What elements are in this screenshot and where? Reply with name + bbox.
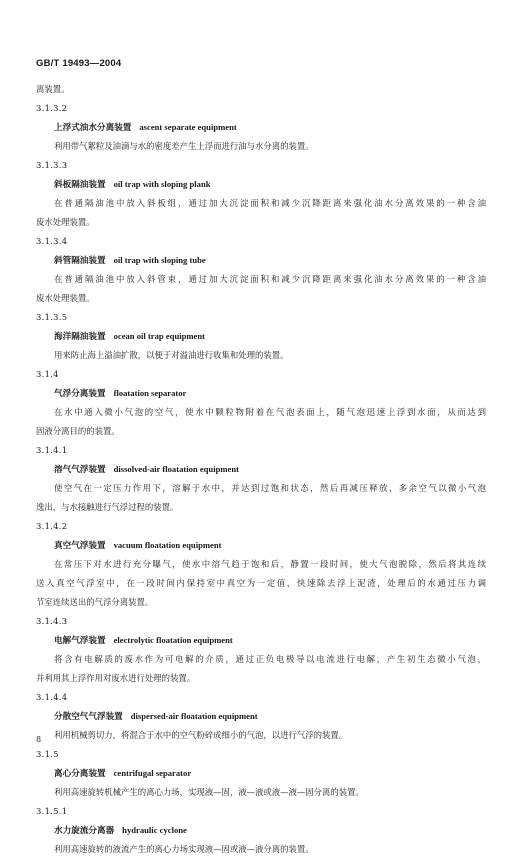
term-entry [36, 118, 486, 137]
standard-code-header: GB/T 19493—2004 [36, 58, 122, 69]
clause-number: 3.1.4.4 [36, 692, 68, 702]
definition-line: 利用带气絮粒及油滴与水的密度差产生上浮而进行油与水分离的装置。 [54, 141, 314, 151]
clause-number: 3.1.3.4 [36, 236, 68, 246]
clause-number: 3.1.3.5 [36, 312, 68, 322]
definition-line: 并利用其上浮作用对废水进行处理的装置。 [36, 673, 196, 683]
term-entry [36, 536, 486, 555]
term-english: ocean oil trap equipment [113, 331, 206, 341]
definition-line: 利用高速旋转机械产生的离心力场，实现液—固，液—液或液—液—固分离的装置。 [54, 787, 364, 797]
definition-line: 送入真空气浮室中，在一段时间内保持室中真空为一定值，快速除去浮上泥渣，处理后的水通过压力调 [36, 578, 486, 588]
term-entry [36, 384, 486, 403]
definition-line: 离装置。 [36, 84, 70, 94]
term-english: oil trap with sloping tube [113, 255, 206, 265]
term-english: centrifugal separator [113, 768, 192, 778]
clause-number: 3.1.4.1 [36, 445, 68, 455]
definition-line: 利用高速旋转的液流产生的离心力场实现液—固或液—液分离的装置。 [54, 844, 314, 854]
clause-number: 3.1.3.2 [36, 103, 68, 113]
term-chinese: 上浮式油水分离装置 [54, 123, 132, 133]
term-entry [36, 460, 486, 479]
term-english: hydraulic cyclone [122, 825, 187, 835]
definition-line: 将含有电解质的废水作为可电解的介质，通过正负电极导以电流进行电解，产生初生态微小气泡， [54, 654, 486, 664]
clause-number: 3.1.5 [36, 749, 59, 759]
term-english: dissolved-air floatation equipment [113, 464, 239, 474]
clause-number: 3.1.4.3 [36, 616, 68, 626]
term-english: dispersed-air floatation equipment [130, 711, 258, 721]
definition-line: 使空气在一定压力作用下，溶解于水中，并达到过饱和状态，然后再减压释放，多余空气以微小气泡 [54, 483, 486, 493]
definition-line: 用来防止海上溢油扩散，以便于对溢油进行收集和处理的装置。 [54, 350, 289, 360]
term-chinese: 溶气气浮装置 [54, 465, 106, 475]
term-english: vacuum floatation equipment [113, 540, 222, 550]
definition-line: 节室连续送出的气浮分离装置。 [36, 597, 154, 607]
clause-number: 3.1.4 [36, 369, 59, 379]
term-chinese: 水力旋流分离器 [54, 826, 115, 836]
term-english: floatation separator [113, 388, 187, 398]
definition-line: 废水处理装置。 [36, 293, 95, 303]
clause-number: 3.1.4.2 [36, 521, 68, 531]
term-entry [36, 175, 486, 194]
term-chinese: 分散空气气浮装置 [54, 712, 123, 722]
clause-number: 3.1.3.3 [36, 160, 68, 170]
term-chinese: 离心分离装置 [54, 769, 106, 779]
term-entry [36, 327, 486, 346]
definition-line: 在普通隔油池中放入斜管束，通过加大沉淀面积和减少沉降距离来强化油水分离效果的一种含油 [54, 274, 486, 284]
term-english: oil trap with sloping plank [113, 179, 211, 189]
term-english: ascent separate equipment [139, 122, 237, 132]
term-entry [36, 821, 486, 840]
definition-line: 固液分离目的的装置。 [36, 426, 120, 436]
definition-line: 在常压下对水进行充分曝气，使水中溶气趋于饱和后，静置一段时间，使大气泡脱除，然后将其连续 [54, 559, 486, 569]
term-entry [36, 631, 486, 650]
term-entry [36, 707, 486, 726]
term-entry [36, 251, 486, 270]
term-chinese: 斜管隔油装置 [54, 256, 106, 266]
document-body [36, 80, 486, 859]
term-chinese: 气浮分离装置 [54, 389, 106, 399]
term-entry [36, 764, 486, 783]
definition-line: 逸出，与水接触进行气浮过程的装置。 [36, 502, 179, 512]
term-chinese: 斜板隔油装置 [54, 180, 106, 190]
definition-line: 废水处理装置。 [36, 217, 95, 227]
term-english: electrolytic floatation equipment [113, 635, 233, 645]
page-number: 8 [36, 735, 42, 744]
definition-line: 在水中通入微小气泡的空气，使水中颗粒物附着在气泡表面上，随气泡迅速上浮到水面，从而达到 [54, 407, 486, 417]
definition-line: 在普通隔油池中放入斜板组，通过加大沉淀面积和减少沉降距离来强化油水分离效果的一种含油 [54, 198, 486, 208]
term-chinese: 真空气浮装置 [54, 541, 106, 551]
term-chinese: 电解气浮装置 [54, 636, 106, 646]
term-chinese: 海洋隔油装置 [54, 332, 106, 342]
clause-number: 3.1.5.1 [36, 806, 68, 816]
definition-line: 利用机械剪切力，将混合于水中的空气粉碎成细小的气泡，以进行气浮的装置。 [54, 730, 348, 740]
